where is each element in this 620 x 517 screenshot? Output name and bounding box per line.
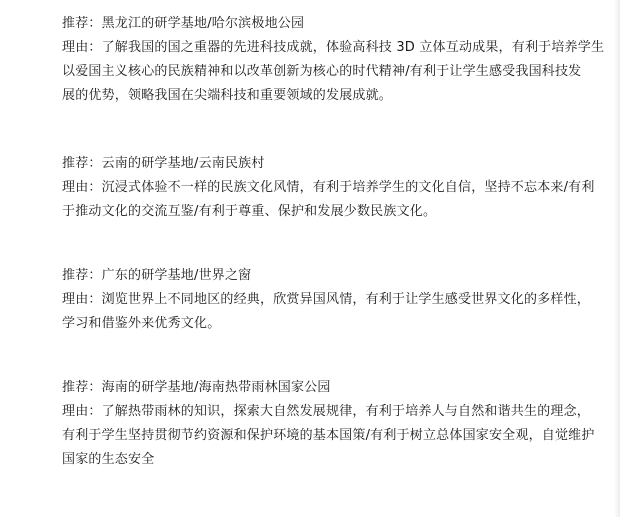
recommendation-entry <box>62 12 605 108</box>
recommend-line: 推荐：广东的研学基地/世界之窗 <box>62 268 252 283</box>
reason-line: 以爱国主义核心的民族精神和以改革创新为核心的时代精神/有利于让学生感受我国科技发 <box>62 64 582 79</box>
reason-line: 理由：了解我国的国之重器的先进科技成就，体验高科技 3D 立体互动成果，有利于培养学生 <box>62 40 605 55</box>
recommendation-entry <box>62 264 602 336</box>
page-edge-shadow <box>614 0 620 517</box>
reason-line: 国家的生态安全 <box>62 452 155 467</box>
reason-line: 展的优势，领略我国在尖端科技和重要领域的发展成就。 <box>62 88 393 103</box>
reason-line: 于推动文化的交流互鉴/有利于尊重、保护和发展少数民族文化。 <box>62 204 437 219</box>
recommendation-entry <box>62 152 602 224</box>
reason-line: 理由：浏览世界上不同地区的经典，欣赏异国风情，有利于让学生感受世界文化的多样性， <box>62 292 591 307</box>
recommend-line: 推荐：海南的研学基地/海南热带雨林国家公园 <box>62 380 331 395</box>
recommendation-entry <box>62 376 602 472</box>
reason-line: 理由：沉浸式体验不一样的民族文化风情，有利于培养学生的文化自信，坚持不忘本来/有利 <box>62 180 595 195</box>
recommend-line: 推荐：黑龙江的研学基地/哈尔滨极地公园 <box>62 16 305 31</box>
reason-line: 有利于学生坚持贯彻节约资源和保护环境的基本国策/有利于树立总体国家安全观，自觉维护 <box>62 428 595 443</box>
reason-line: 学习和借鉴外来优秀文化。 <box>62 316 221 331</box>
recommend-line: 推荐：云南的研学基地/云南民族村 <box>62 156 265 171</box>
reason-line: 理由：了解热带雨林的知识，探索大自然发展规律，有利于培养人与自然和谐共生的理念， <box>62 404 591 419</box>
